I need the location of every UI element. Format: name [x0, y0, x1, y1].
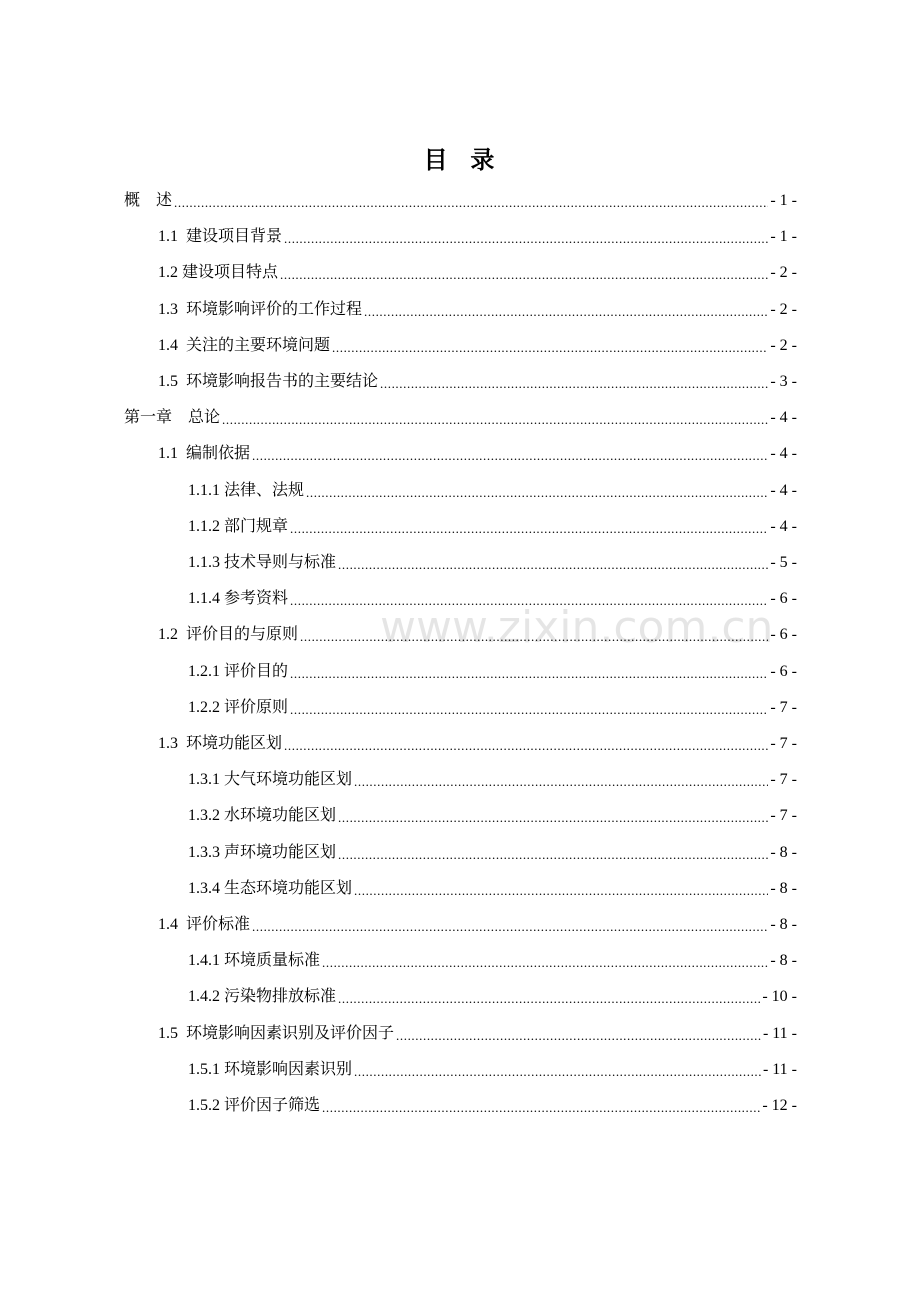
toc-leader-dots: [284, 226, 768, 248]
toc-entry-title: 1.2.2 评价原则: [188, 698, 289, 716]
toc-leader-dots: [290, 516, 768, 538]
toc-entry[interactable]: [188, 472, 797, 502]
toc-entry-page: - 7 -: [770, 807, 797, 825]
toc-entry-title: 1.3.3 声环境功能区划: [188, 843, 337, 861]
toc-entry[interactable]: [158, 906, 797, 936]
toc-entry[interactable]: [188, 761, 797, 791]
toc-leader-dots: [252, 443, 768, 465]
toc-leader-dots: [332, 335, 768, 357]
toc-entry-page: - 6 -: [770, 626, 797, 644]
toc-entry-title: 1.3 环境影响评价的工作过程: [158, 300, 363, 318]
toc-entry-title: 1.4.2 污染物排放标准: [188, 988, 337, 1006]
toc-entry-title: 1.5 环境影响因素识别及评价因子: [158, 1024, 395, 1042]
toc-entry[interactable]: [158, 435, 797, 465]
toc-entry[interactable]: [158, 291, 797, 321]
toc-leader-dots: [354, 878, 768, 900]
toc-entry-page: - 4 -: [770, 409, 797, 427]
toc-entry-title: 1.5.1 环境影响因素识别: [188, 1060, 353, 1078]
toc-entry[interactable]: [124, 182, 797, 212]
toc-entry-title: 1.1 建设项目背景: [158, 228, 283, 246]
toc-entry-title: 1.4.1 环境质量标准: [188, 952, 321, 970]
toc-leader-dots: [380, 371, 768, 393]
toc-entry[interactable]: [188, 544, 797, 574]
toc-leader-dots: [252, 914, 768, 936]
toc-entry[interactable]: [188, 870, 797, 900]
toc-entry-page: - 6 -: [770, 662, 797, 680]
toc-entry-title: 1.3.1 大气环境功能区划: [188, 771, 353, 789]
toc-entry-title: 1.2 评价目的与原则: [158, 626, 299, 644]
toc-leader-dots: [354, 1059, 761, 1081]
watermark: www.zixin.com.cn: [380, 602, 774, 653]
toc-entry[interactable]: [188, 580, 797, 610]
toc-entry-title: 1.2 建设项目特点: [158, 264, 279, 282]
toc-entry-page: - 7 -: [770, 698, 797, 716]
toc-entry-page: - 3 -: [770, 373, 797, 390]
toc-leader-dots: [284, 733, 768, 755]
toc-entry-page: - 11 -: [762, 1060, 797, 1078]
toc-leader-dots: [396, 1023, 761, 1045]
toc-leader-dots: [306, 480, 768, 502]
toc-entry-page: - 10 -: [762, 988, 797, 1006]
toc-leader-dots: [290, 588, 768, 610]
toc-entry-title: 1.1.1 法律、法规: [188, 481, 305, 499]
toc-entry-title: 1.1 编制依据: [158, 445, 251, 463]
toc-entry-title: 第一章 总论: [124, 409, 221, 427]
toc-entry[interactable]: [158, 1015, 797, 1045]
toc-entry[interactable]: [188, 834, 797, 864]
toc-leader-dots: [222, 407, 768, 429]
toc-entry-page: - 8 -: [770, 879, 797, 897]
toc-leader-dots: [364, 299, 768, 321]
toc-entry-page: - 5 -: [770, 554, 797, 571]
toc-entry-page: - 4 -: [770, 481, 797, 499]
toc-entry-title: 1.3.4 生态环境功能区划: [188, 879, 353, 897]
toc-entry[interactable]: [158, 327, 797, 357]
toc-leader-dots: [322, 1095, 760, 1117]
toc-entry-title: 1.1.4 参考资料: [188, 590, 289, 608]
toc-entry-title: 概 述: [124, 192, 173, 209]
toc-entry-title: 1.4 关注的主要环境问题: [158, 336, 331, 354]
toc-entry-page: - 2 -: [770, 300, 797, 318]
toc-entry-page: - 12 -: [762, 1097, 797, 1114]
toc-entry[interactable]: [188, 653, 797, 683]
toc-entry-title: 1.1.3 技术导则与标准: [188, 554, 337, 571]
toc-entry-title: 1.1.2 部门规章: [188, 517, 289, 535]
toc-entry[interactable]: [188, 508, 797, 538]
toc-leader-dots: [338, 842, 768, 864]
toc-leader-dots: [290, 661, 768, 683]
toc-leader-dots: [322, 950, 768, 972]
toc-leader-dots: [338, 552, 768, 574]
toc-entry-title: 1.5.2 评价因子筛选: [188, 1097, 321, 1114]
toc-entry-page: - 11 -: [762, 1024, 797, 1042]
toc-entry[interactable]: [124, 399, 797, 429]
page-title: 目 录: [423, 146, 497, 174]
toc-entry-page: - 8 -: [770, 843, 797, 861]
toc-entry[interactable]: [158, 218, 797, 248]
toc-entry-title: 1.4 评价标准: [158, 916, 251, 933]
toc-leader-dots: [290, 697, 768, 719]
toc-entry-title: 1.3.2 水环境功能区划: [188, 807, 337, 825]
toc-entry[interactable]: [188, 797, 797, 827]
toc-entry-page: - 4 -: [770, 517, 797, 535]
toc-entry[interactable]: [188, 942, 797, 972]
toc-entry-page: - 2 -: [770, 336, 797, 354]
toc-entry[interactable]: [158, 616, 797, 646]
toc-entry-page: - 7 -: [770, 735, 797, 752]
toc-entry-title: 1.3 环境功能区划: [158, 735, 283, 752]
toc-leader-dots: [174, 190, 768, 212]
toc-entry-page: - 7 -: [770, 771, 797, 789]
toc-leader-dots: [300, 624, 768, 646]
toc-entry-page: - 1 -: [770, 228, 797, 246]
toc-leader-dots: [280, 262, 768, 284]
toc-entry-page: - 6 -: [770, 590, 797, 608]
toc-entry[interactable]: [188, 1051, 797, 1081]
toc-entry[interactable]: [188, 978, 797, 1008]
toc-entry-title: 1.2.1 评价目的: [188, 662, 289, 680]
toc-entry-title: 1.5 环境影响报告书的主要结论: [158, 373, 379, 390]
toc-entry-page: - 8 -: [770, 916, 797, 933]
toc-entry[interactable]: [158, 254, 797, 284]
toc-entry[interactable]: [158, 725, 797, 755]
toc-entry-page: - 2 -: [770, 264, 797, 282]
toc-entry[interactable]: [158, 363, 797, 393]
toc-leader-dots: [354, 769, 768, 791]
toc-leader-dots: [338, 805, 768, 827]
toc-entry[interactable]: [188, 1087, 797, 1117]
toc-entry-page: - 4 -: [770, 445, 797, 463]
toc-entry-page: - 1 -: [770, 192, 797, 209]
toc-entry-page: - 8 -: [770, 952, 797, 970]
toc-entry[interactable]: [188, 689, 797, 719]
toc-leader-dots: [338, 986, 760, 1008]
